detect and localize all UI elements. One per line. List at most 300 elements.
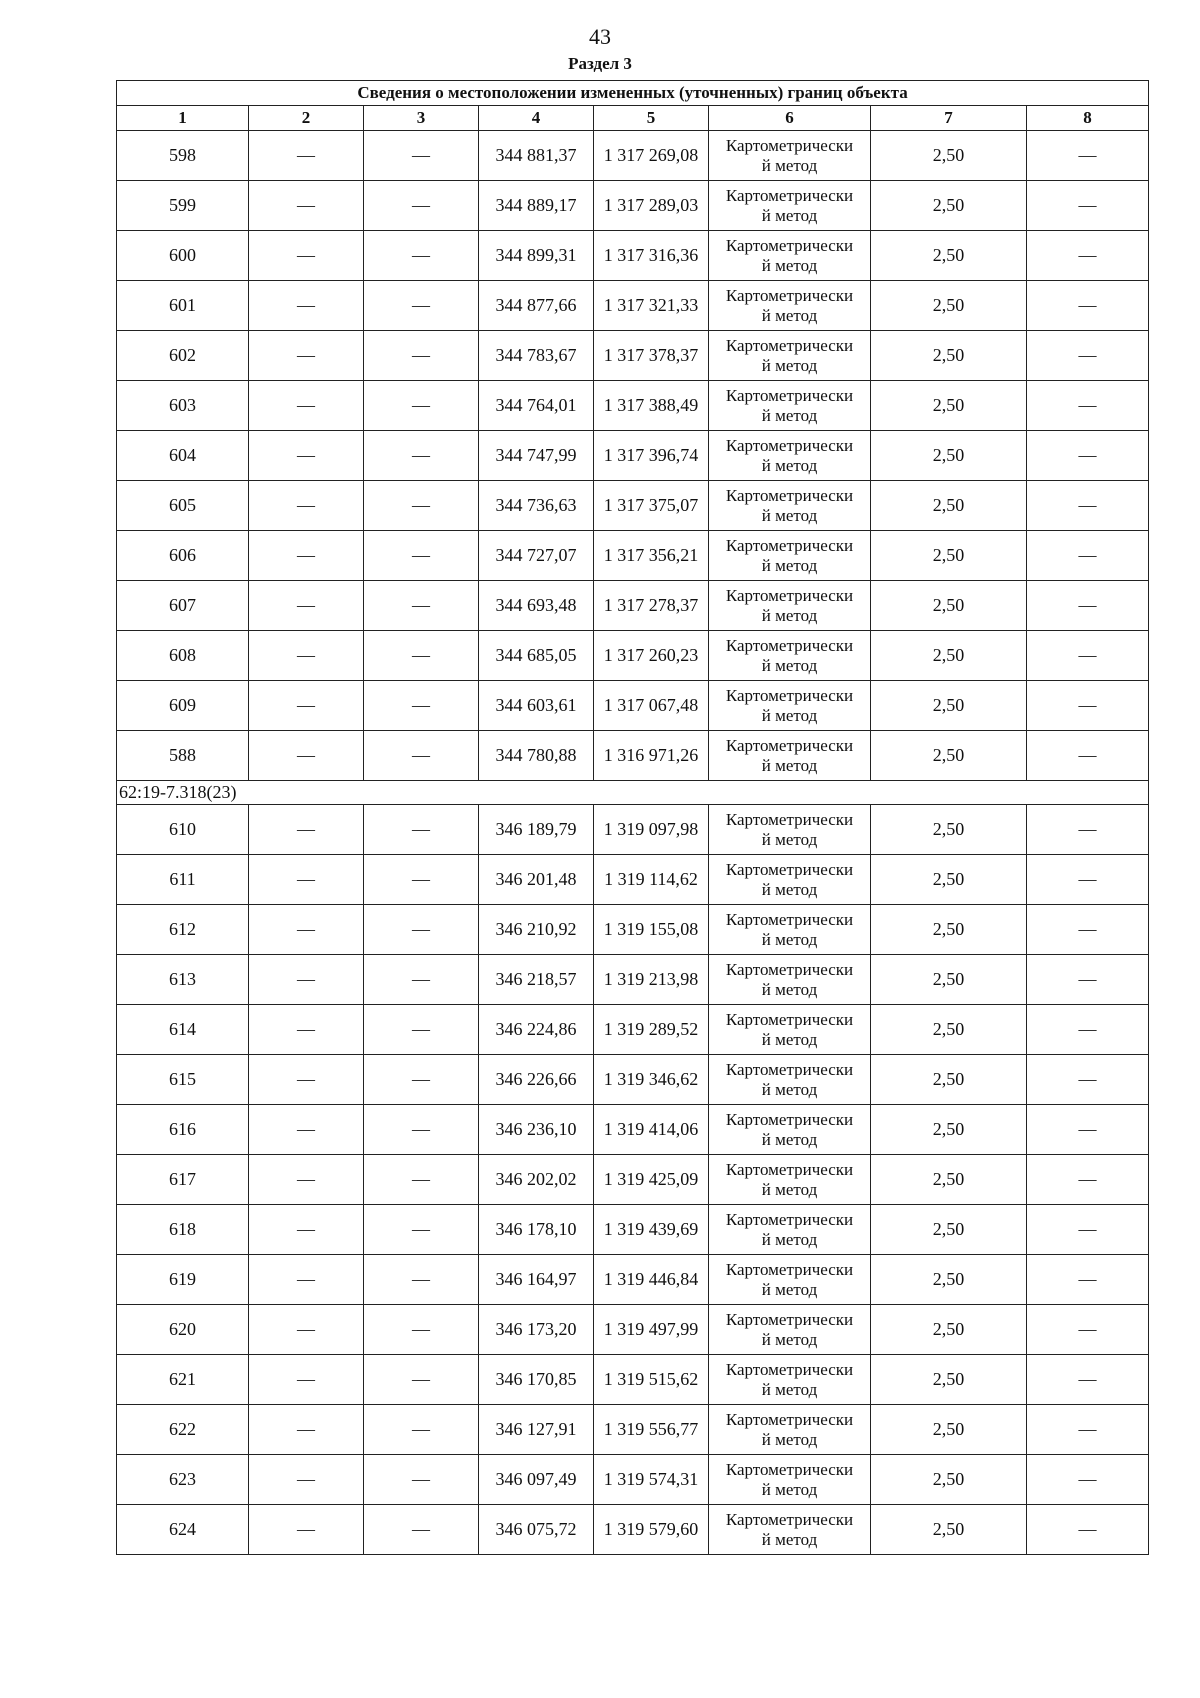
point-number: 615 [117, 1055, 249, 1105]
method-cell [709, 1455, 871, 1505]
coordinate-y: 1 319 497,99 [594, 1305, 709, 1355]
method-line-2: й метод [761, 555, 818, 575]
method-line-2: й метод [761, 1479, 818, 1499]
empty-dash: — [1027, 1255, 1149, 1305]
accuracy: 2,50 [871, 431, 1027, 481]
empty-dash: — [249, 1005, 364, 1055]
empty-dash: — [249, 331, 364, 381]
empty-dash: — [249, 955, 364, 1005]
method-line-1: Картометрически [725, 585, 854, 605]
empty-dash: — [1027, 1105, 1149, 1155]
method-line-1: Картометрически [725, 1059, 854, 1079]
coordinate-y: 1 317 396,74 [594, 431, 709, 481]
method-line-1: Картометрически [725, 685, 854, 705]
empty-dash: — [1027, 955, 1149, 1005]
point-number: 588 [117, 731, 249, 781]
method-line-2: й метод [761, 305, 818, 325]
method-line-1: Картометрически [725, 1409, 854, 1429]
table-row [117, 131, 1149, 181]
method-cell [709, 855, 871, 905]
coordinate-y: 1 317 321,33 [594, 281, 709, 331]
empty-dash: — [364, 231, 479, 281]
empty-dash: — [1027, 805, 1149, 855]
table-row [117, 1355, 1149, 1405]
accuracy: 2,50 [871, 1405, 1027, 1455]
coordinate-x: 346 127,91 [479, 1405, 594, 1455]
coordinate-x: 344 764,01 [479, 381, 594, 431]
method-line-1: Картометрически [725, 959, 854, 979]
coordinate-y: 1 317 269,08 [594, 131, 709, 181]
empty-dash: — [364, 1205, 479, 1255]
method-line-2: й метод [761, 1529, 818, 1549]
empty-dash: — [1027, 481, 1149, 531]
accuracy: 2,50 [871, 131, 1027, 181]
method-line-2: й метод [761, 1429, 818, 1449]
accuracy: 2,50 [871, 631, 1027, 681]
boundary-coordinates-table [116, 80, 1149, 1555]
empty-dash: — [249, 431, 364, 481]
coordinate-y: 1 319 097,98 [594, 805, 709, 855]
empty-dash: — [364, 1005, 479, 1055]
accuracy: 2,50 [871, 1055, 1027, 1105]
method-cell [709, 1305, 871, 1355]
empty-dash: — [249, 1105, 364, 1155]
empty-dash: — [1027, 1405, 1149, 1455]
point-number: 606 [117, 531, 249, 581]
point-number: 620 [117, 1305, 249, 1355]
method-cell [709, 1055, 871, 1105]
coordinate-y: 1 319 574,31 [594, 1455, 709, 1505]
coordinate-x: 346 201,48 [479, 855, 594, 905]
accuracy: 2,50 [871, 581, 1027, 631]
empty-dash: — [364, 481, 479, 531]
method-line-1: Картометрически [725, 135, 854, 155]
method-cell [709, 1505, 871, 1555]
method-line-2: й метод [761, 1179, 818, 1199]
coordinate-x: 344 736,63 [479, 481, 594, 531]
column-number: 6 [709, 106, 871, 131]
point-number: 611 [117, 855, 249, 905]
method-cell [709, 581, 871, 631]
page-number: 43 [589, 24, 611, 49]
method-cell [709, 131, 871, 181]
column-number: 1 [117, 106, 249, 131]
coordinate-x: 344 877,66 [479, 281, 594, 331]
table-row [117, 1005, 1149, 1055]
table-row [117, 905, 1149, 955]
empty-dash: — [364, 905, 479, 955]
empty-dash: — [364, 1105, 479, 1155]
accuracy: 2,50 [871, 381, 1027, 431]
method-cell [709, 481, 871, 531]
point-number: 619 [117, 1255, 249, 1305]
empty-dash: — [1027, 681, 1149, 731]
coordinate-y: 1 316 971,26 [594, 731, 709, 781]
point-number: 603 [117, 381, 249, 431]
method-line-2: й метод [761, 605, 818, 625]
empty-dash: — [1027, 1305, 1149, 1355]
coordinate-y: 1 319 446,84 [594, 1255, 709, 1305]
empty-dash: — [249, 731, 364, 781]
method-line-1: Картометрически [725, 1159, 854, 1179]
empty-dash: — [364, 1405, 479, 1455]
empty-dash: — [249, 1055, 364, 1105]
coordinate-x: 344 747,99 [479, 431, 594, 481]
table-row [117, 181, 1149, 231]
method-line-1: Картометрически [725, 1309, 854, 1329]
coordinate-y: 1 317 289,03 [594, 181, 709, 231]
empty-dash: — [1027, 1205, 1149, 1255]
table-row [117, 431, 1149, 481]
table-row [117, 1505, 1149, 1555]
method-line-2: й метод [761, 979, 818, 999]
empty-dash: — [249, 1355, 364, 1405]
method-line-1: Картометрически [725, 909, 854, 929]
accuracy: 2,50 [871, 1155, 1027, 1205]
coordinate-y: 1 319 213,98 [594, 955, 709, 1005]
table-row [117, 1155, 1149, 1205]
empty-dash: — [364, 281, 479, 331]
coordinate-x: 344 727,07 [479, 531, 594, 581]
empty-dash: — [249, 905, 364, 955]
coordinate-y: 1 317 378,37 [594, 331, 709, 381]
empty-dash: — [364, 181, 479, 231]
method-line-2: й метод [761, 705, 818, 725]
point-number: 598 [117, 131, 249, 181]
method-line-1: Картометрически [725, 635, 854, 655]
accuracy: 2,50 [871, 231, 1027, 281]
empty-dash: — [1027, 131, 1149, 181]
table-row [117, 681, 1149, 731]
empty-dash: — [249, 381, 364, 431]
coordinate-y: 1 319 425,09 [594, 1155, 709, 1205]
method-cell [709, 1005, 871, 1055]
method-cell [709, 381, 871, 431]
point-number: 599 [117, 181, 249, 231]
accuracy: 2,50 [871, 281, 1027, 331]
method-line-1: Картометрически [725, 1359, 854, 1379]
table-row [117, 331, 1149, 381]
coordinate-x: 346 226,66 [479, 1055, 594, 1105]
coordinate-y: 1 319 155,08 [594, 905, 709, 955]
accuracy: 2,50 [871, 1505, 1027, 1555]
coordinate-x: 346 075,72 [479, 1505, 594, 1555]
column-number: 4 [479, 106, 594, 131]
point-number: 616 [117, 1105, 249, 1155]
method-cell [709, 331, 871, 381]
empty-dash: — [364, 731, 479, 781]
empty-dash: — [364, 955, 479, 1005]
point-number: 602 [117, 331, 249, 381]
table-row [117, 1405, 1149, 1455]
accuracy: 2,50 [871, 681, 1027, 731]
method-line-1: Картометрически [725, 535, 854, 555]
method-line-2: й метод [761, 355, 818, 375]
table-row [117, 481, 1149, 531]
method-cell [709, 905, 871, 955]
empty-dash: — [1027, 1455, 1149, 1505]
empty-dash: — [364, 1505, 479, 1555]
coordinate-x: 346 170,85 [479, 1355, 594, 1405]
empty-dash: — [249, 855, 364, 905]
table-row [117, 1455, 1149, 1505]
method-cell [709, 531, 871, 581]
method-line-2: й метод [761, 929, 818, 949]
method-line-1: Картометрически [725, 285, 854, 305]
method-line-1: Картометрически [725, 809, 854, 829]
empty-dash: — [1027, 1005, 1149, 1055]
empty-dash: — [364, 1055, 479, 1105]
point-number: 607 [117, 581, 249, 631]
method-line-2: й метод [761, 505, 818, 525]
accuracy: 2,50 [871, 805, 1027, 855]
method-line-2: й метод [761, 1129, 818, 1149]
empty-dash: — [249, 631, 364, 681]
coordinate-x: 344 881,37 [479, 131, 594, 181]
method-cell [709, 1155, 871, 1205]
method-cell [709, 731, 871, 781]
column-number: 7 [871, 106, 1027, 131]
method-line-2: й метод [761, 655, 818, 675]
method-line-2: й метод [761, 1379, 818, 1399]
table-row [117, 581, 1149, 631]
table-row [117, 855, 1149, 905]
empty-dash: — [1027, 181, 1149, 231]
point-number: 610 [117, 805, 249, 855]
coordinate-x: 346 097,49 [479, 1455, 594, 1505]
coordinate-x: 346 202,02 [479, 1155, 594, 1205]
empty-dash: — [1027, 905, 1149, 955]
accuracy: 2,50 [871, 1355, 1027, 1405]
method-line-2: й метод [761, 879, 818, 899]
empty-dash: — [364, 631, 479, 681]
point-number: 623 [117, 1455, 249, 1505]
coordinate-y: 1 319 515,62 [594, 1355, 709, 1405]
cadastral-subheading: 62:19-7.318(23) [117, 781, 1149, 805]
method-cell [709, 1205, 871, 1255]
coordinate-x: 346 224,86 [479, 1005, 594, 1055]
method-line-2: й метод [761, 1329, 818, 1349]
empty-dash: — [364, 855, 479, 905]
method-line-1: Картометрически [725, 385, 854, 405]
empty-dash: — [1027, 631, 1149, 681]
method-line-2: й метод [761, 455, 818, 475]
accuracy: 2,50 [871, 1005, 1027, 1055]
accuracy: 2,50 [871, 331, 1027, 381]
point-number: 614 [117, 1005, 249, 1055]
accuracy: 2,50 [871, 1105, 1027, 1155]
method-line-1: Картометрически [725, 235, 854, 255]
method-cell [709, 181, 871, 231]
table-title: Сведения о местоположении измененных (уточненных) границ объекта [117, 81, 1149, 106]
point-number: 618 [117, 1205, 249, 1255]
method-line-1: Картометрически [725, 435, 854, 455]
table-row [117, 1305, 1149, 1355]
coordinate-y: 1 319 414,06 [594, 1105, 709, 1155]
coordinate-x: 344 685,05 [479, 631, 594, 681]
accuracy: 2,50 [871, 955, 1027, 1005]
coordinate-x: 346 189,79 [479, 805, 594, 855]
empty-dash: — [1027, 731, 1149, 781]
coordinate-x: 344 783,67 [479, 331, 594, 381]
empty-dash: — [249, 805, 364, 855]
table-row [117, 631, 1149, 681]
method-line-2: й метод [761, 155, 818, 175]
method-cell [709, 281, 871, 331]
method-line-1: Картометрически [725, 185, 854, 205]
method-line-2: й метод [761, 755, 818, 775]
table-row [117, 281, 1149, 331]
empty-dash: — [1027, 1505, 1149, 1555]
empty-dash: — [364, 431, 479, 481]
table-row [117, 731, 1149, 781]
method-cell [709, 631, 871, 681]
empty-dash: — [249, 1255, 364, 1305]
empty-dash: — [364, 331, 479, 381]
coordinate-y: 1 317 260,23 [594, 631, 709, 681]
column-number: 5 [594, 106, 709, 131]
method-line-2: й метод [761, 1079, 818, 1099]
column-number: 2 [249, 106, 364, 131]
empty-dash: — [249, 481, 364, 531]
accuracy: 2,50 [871, 181, 1027, 231]
empty-dash: — [364, 681, 479, 731]
accuracy: 2,50 [871, 855, 1027, 905]
method-line-1: Картометрически [725, 335, 854, 355]
table-row [117, 1205, 1149, 1255]
empty-dash: — [364, 131, 479, 181]
table-row [117, 805, 1149, 855]
empty-dash: — [249, 531, 364, 581]
empty-dash: — [249, 231, 364, 281]
coordinate-x: 346 164,97 [479, 1255, 594, 1305]
method-line-2: й метод [761, 205, 818, 225]
accuracy: 2,50 [871, 731, 1027, 781]
accuracy: 2,50 [871, 905, 1027, 955]
empty-dash: — [249, 131, 364, 181]
table-row [117, 1055, 1149, 1105]
empty-dash: — [1027, 281, 1149, 331]
method-cell [709, 955, 871, 1005]
accuracy: 2,50 [871, 1305, 1027, 1355]
empty-dash: — [364, 1255, 479, 1305]
method-line-1: Картометрически [725, 735, 854, 755]
table-row [117, 381, 1149, 431]
coordinate-x: 346 210,92 [479, 905, 594, 955]
method-line-1: Картометрически [725, 859, 854, 879]
point-number: 624 [117, 1505, 249, 1555]
method-cell [709, 1105, 871, 1155]
empty-dash: — [1027, 1155, 1149, 1205]
accuracy: 2,50 [871, 1255, 1027, 1305]
coordinate-y: 1 317 388,49 [594, 381, 709, 431]
accuracy: 2,50 [871, 531, 1027, 581]
method-line-1: Картометрически [725, 1259, 854, 1279]
coordinate-x: 344 603,61 [479, 681, 594, 731]
empty-dash: — [364, 1155, 479, 1205]
coordinate-x: 344 889,17 [479, 181, 594, 231]
empty-dash: — [1027, 855, 1149, 905]
point-number: 608 [117, 631, 249, 681]
method-line-2: й метод [761, 255, 818, 275]
table-row [117, 231, 1149, 281]
empty-dash: — [249, 581, 364, 631]
coordinate-y: 1 319 289,52 [594, 1005, 709, 1055]
coordinate-x: 344 693,48 [479, 581, 594, 631]
coordinate-x: 346 178,10 [479, 1205, 594, 1255]
coordinate-y: 1 319 346,62 [594, 1055, 709, 1105]
column-number-row [117, 106, 1149, 131]
method-cell [709, 805, 871, 855]
coordinate-y: 1 319 439,69 [594, 1205, 709, 1255]
column-number: 3 [364, 106, 479, 131]
method-line-1: Картометрически [725, 1109, 854, 1129]
method-line-1: Картометрически [725, 1509, 854, 1529]
coordinate-y: 1 319 114,62 [594, 855, 709, 905]
method-line-2: й метод [761, 1029, 818, 1049]
method-line-1: Картометрически [725, 1459, 854, 1479]
empty-dash: — [249, 1305, 364, 1355]
empty-dash: — [364, 805, 479, 855]
coordinate-x: 344 899,31 [479, 231, 594, 281]
coordinate-x: 346 218,57 [479, 955, 594, 1005]
empty-dash: — [1027, 431, 1149, 481]
table-row [117, 531, 1149, 581]
method-line-1: Картометрически [725, 1009, 854, 1029]
point-number: 601 [117, 281, 249, 331]
empty-dash: — [1027, 1055, 1149, 1105]
empty-dash: — [249, 1205, 364, 1255]
column-number: 8 [1027, 106, 1149, 131]
method-line-1: Картометрически [725, 485, 854, 505]
empty-dash: — [249, 281, 364, 331]
empty-dash: — [364, 1355, 479, 1405]
table-row [117, 1105, 1149, 1155]
method-cell [709, 1355, 871, 1405]
method-cell [709, 1255, 871, 1305]
empty-dash: — [1027, 231, 1149, 281]
empty-dash: — [364, 581, 479, 631]
empty-dash: — [1027, 331, 1149, 381]
method-line-2: й метод [761, 1279, 818, 1299]
empty-dash: — [1027, 531, 1149, 581]
point-number: 605 [117, 481, 249, 531]
point-number: 604 [117, 431, 249, 481]
empty-dash: — [249, 181, 364, 231]
coordinate-x: 346 236,10 [479, 1105, 594, 1155]
empty-dash: — [364, 381, 479, 431]
accuracy: 2,50 [871, 1205, 1027, 1255]
section-title: Раздел 3 [568, 54, 632, 73]
method-line-1: Картометрически [725, 1209, 854, 1229]
coordinate-x: 346 173,20 [479, 1305, 594, 1355]
empty-dash: — [249, 1455, 364, 1505]
coordinate-y: 1 319 556,77 [594, 1405, 709, 1455]
point-number: 617 [117, 1155, 249, 1205]
accuracy: 2,50 [871, 1455, 1027, 1505]
coordinate-y: 1 317 067,48 [594, 681, 709, 731]
coordinate-x: 344 780,88 [479, 731, 594, 781]
empty-dash: — [249, 1405, 364, 1455]
method-line-2: й метод [761, 405, 818, 425]
coordinate-y: 1 317 356,21 [594, 531, 709, 581]
point-number: 612 [117, 905, 249, 955]
method-cell [709, 1405, 871, 1455]
method-line-2: й метод [761, 829, 818, 849]
table-row [117, 955, 1149, 1005]
empty-dash: — [1027, 1355, 1149, 1405]
empty-dash: — [364, 1305, 479, 1355]
